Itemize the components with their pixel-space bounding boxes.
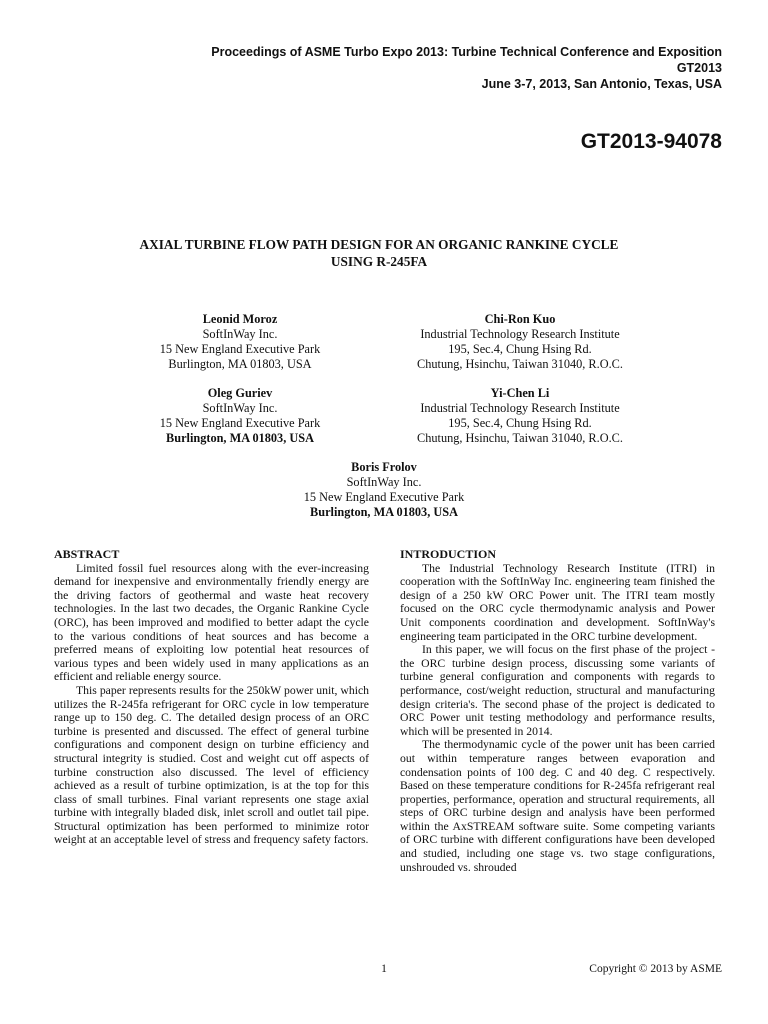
- author-name: Yi-Chen Li: [490, 386, 550, 400]
- author-address: 195, Sec.4, Chung Hsing Rd.: [448, 342, 592, 356]
- author-affiliation: SoftInWay Inc.: [202, 401, 278, 415]
- author-address: 15 New England Executive Park: [303, 490, 465, 504]
- author-affiliation: SoftInWay Inc.: [346, 475, 422, 489]
- author-block: [264, 460, 504, 520]
- abstract-paragraph: This paper represents results for the 250kW power unit, which utilizes the R-245fa refrigerant for ORC cycle in low temperature range up to 150 deg. C. The detailed design process of an ORC turbine is presented and discussed. The effect of general turbine configurations and component design on turbine efficiency and structural integrity is studied. Cost and weight cut off aspects of turbine construction also discussed. The level of efficiency achieved as a result of turbine optimization, is at the top for this class of small turbines. Final variant represents one stage axial turbine with integrally bladed disk, inlet scroll and outlet tail pipe. Structural optimization has been performed to minimize rotor weight at an acceptable level of stress and frequency safety factors.: [54, 683, 369, 847]
- author-name: Boris Frolov: [351, 460, 417, 474]
- introduction-heading: INTRODUCTION: [400, 547, 497, 561]
- paper-title: [90, 236, 668, 270]
- conference-date-location: June 3-7, 2013, San Antonio, Texas, USA: [481, 77, 722, 91]
- author-address: 15 New England Executive Park: [159, 416, 321, 430]
- author-city: Burlington, MA 01803, USA: [168, 357, 312, 371]
- author-address: 195, Sec.4, Chung Hsing Rd.: [448, 416, 592, 430]
- abstract-heading: ABSTRACT: [54, 547, 120, 561]
- author-block: [130, 386, 350, 446]
- author-name: Oleg Guriev: [207, 386, 273, 400]
- paper-id: GT2013-94078: [580, 130, 722, 153]
- conference-code: GT2013: [676, 61, 722, 75]
- introduction-paragraph: The thermodynamic cycle of the power unit has been carried out within temperature ranges between evaporation and condensation points of 100 deg. C and 40 deg. C respectively. Based on these temperature conditions for R-245fa refrigerant real properties, performance, operation and structural requirements, all steps of ORC turbine design and analysis have been performed within the AxSTREAM software suite. Some competing variants of ORC turbine with different configurations have been developed and studied, including one stage vs. two stage configurations, unshrouded vs. shrouded: [400, 738, 715, 874]
- introduction-section: [400, 548, 715, 874]
- proceedings-header: [211, 44, 722, 92]
- author-city: Chutung, Hsinchu, Taiwan 31040, R.O.C.: [417, 357, 623, 371]
- author-name: Leonid Moroz: [202, 312, 278, 326]
- author-block: [130, 312, 350, 372]
- abstract-paragraph: Limited fossil fuel resources along with the ever-increasing demand for inexpensive and environmentally friendly energy are the driving factors of geothermal and waste heat recovery technologies. In the last two decades, the Organic Rankine Cycle (ORC), has been improved and modified to better adapt the cycle to the various conditions of heat sources and has become a preferred means of exploiting low potential heat resources of various types and been widely used in many applications as an efficient and reliable energy source.: [54, 561, 369, 684]
- author-block: [390, 386, 650, 446]
- author-address: 15 New England Executive Park: [159, 342, 321, 356]
- title-line-2: USING R-245FA: [330, 254, 428, 269]
- author-block: [390, 312, 650, 372]
- introduction-paragraph: The Industrial Technology Research Institute (ITRI) in cooperation with the SoftInWay Inc. engineering team finished the design of a 250 kW ORC Power unit. The ITRI team mostly focused on the ORC cycle thermodynamic analysis and Power Unit components coordination and development. SoftInWay's engineering team participated in the ORC turbine development.: [400, 561, 715, 643]
- title-line-1: AXIAL TURBINE FLOW PATH DESIGN FOR AN ORGANIC RANKINE CYCLE: [139, 237, 619, 252]
- abstract-section: [54, 548, 369, 847]
- author-name: Chi-Ron Kuo: [484, 312, 556, 326]
- author-affiliation: SoftInWay Inc.: [202, 327, 278, 341]
- introduction-paragraph: In this paper, we will focus on the first phase of the project - the ORC turbine design process, discussing some variants of turbine general configuration and components with regards to performance, cost/weight reduction, structural and manufacturing design criteria's. The second phase of the project is dedicated to ORC Power unit testing methodology and performance results, which will be presented in 2014.: [400, 643, 715, 738]
- author-affiliation: Industrial Technology Research Institute: [420, 327, 620, 341]
- author-city: Burlington, MA 01803, USA: [310, 505, 458, 519]
- conference-name: Proceedings of ASME Turbo Expo 2013: Turbine Technical Conference and Exposition: [211, 45, 722, 59]
- copyright-notice: Copyright © 2013 by ASME: [589, 963, 722, 975]
- author-city: Chutung, Hsinchu, Taiwan 31040, R.O.C.: [417, 431, 623, 445]
- author-city: Burlington, MA 01803, USA: [166, 431, 314, 445]
- page-number: 1: [381, 963, 387, 975]
- author-affiliation: Industrial Technology Research Institute: [420, 401, 620, 415]
